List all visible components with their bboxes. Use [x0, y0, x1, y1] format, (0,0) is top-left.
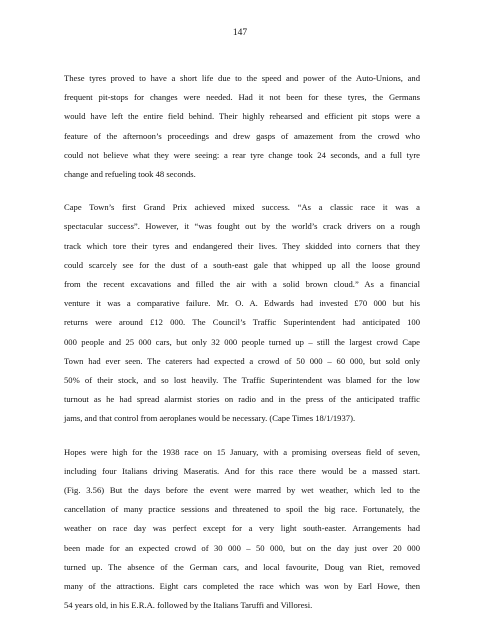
text-line: 50% of their stock, and so lost heavily. The Traffic Superintendent was blamed for the low	[64, 375, 420, 386]
text-line: jams, and that control from aeroplanes would be necessary. (Cape Times 18/1/1937).	[64, 413, 356, 424]
text-line: many of the attractions. Eight cars completed the race which was won by Earl Howe, then	[64, 581, 420, 592]
text-line: feature of the afternoon’s proceedings and drew gasps of amazement from the crowd who	[64, 130, 420, 141]
text-line: change and refueling took 48 seconds.	[64, 169, 196, 180]
text-line: could not believe what they were seeing: a rear tyre change took 24 seconds, and a full tyre	[64, 149, 420, 160]
paragraph-1938-race	[64, 443, 420, 616]
page-number: 147	[232, 28, 248, 38]
text-line: frequent pit-stops for changes were needed. Had it not been for these tyres, the Germans	[64, 92, 420, 103]
text-line: turned up. The absence of the German cars, and local favourite, Doug van Riet, removed	[64, 561, 420, 572]
text-line: Cape Town’s first Grand Prix achieved mixed success. “As a classic race it was a	[64, 202, 420, 213]
text-line: cancellation of many practice sessions and threatened to spoil the big race. Fortunately, the	[64, 504, 420, 515]
text-line: 000 people and 25 000 cars, but only 32 000 people turned up – still the largest crowd Cape	[64, 336, 420, 347]
text-line: from the recent excavations and filled the air with a solid brown cloud.” As a financial	[64, 279, 420, 290]
paragraph-pit-stops	[64, 69, 420, 184]
text-line: including four Italians driving Maseratis. And for this race there would be a massed start.	[64, 465, 420, 476]
text-line: would have left the entire field behind. Their highly rehearsed and efficient pit stops were a	[64, 111, 420, 122]
text-line: Hopes were high for the 1938 race on 15 January, with a promising overseas field of seven,	[64, 446, 420, 457]
text-line: Town had ever seen. The caterers had expected a crowd of 50 000 – 60 000, but sold only	[64, 355, 420, 366]
text-line: track which tore their tyres and endangered their lives. They skidded into corners that they	[64, 240, 420, 251]
text-line: turnout as he had spread alarmist stories on radio and in the press of the anticipated traffic	[64, 394, 420, 405]
text-line: These tyres proved to have a short life due to the speed and power of the Auto-Unions, and	[64, 73, 420, 83]
text-line: (Fig. 3.56) But the days before the event were marred by wet weather, which led to the	[64, 485, 420, 496]
text-line: 54 years old, in his E.R.A. followed by the Italians Taruffi and Villoresi.	[64, 600, 313, 611]
text-line: could scarcely see for the dust of a south-east gale that whipped up all the loose ground	[64, 259, 420, 270]
body-text	[64, 69, 420, 629]
text-line: been made for an expected crowd of 30 000 – 50 000, but on the day just over 20 000	[64, 542, 420, 553]
text-line: weather on race day was perfect except for a very light south-easter. Arrangements had	[64, 523, 420, 534]
text-line: venture it was a comparative failure. Mr. O. A. Edwards had invested £70 000 but his	[64, 298, 420, 309]
paragraph-first-grand-prix	[64, 198, 420, 428]
text-line: returns were around £12 000. The Council’s Traffic Superintendent had anticipated 100	[64, 317, 420, 328]
text-line: spectacular success”. However, it “was fought out by the world’s crack drivers on a rough	[64, 221, 420, 232]
